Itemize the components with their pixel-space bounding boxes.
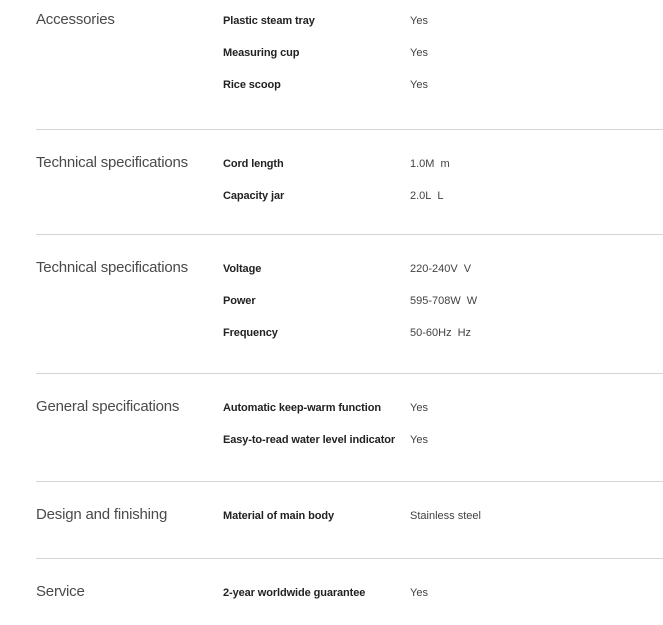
spec-label: Rice scoop: [223, 79, 281, 91]
spec-row: [223, 156, 663, 173]
spec-row: [223, 77, 663, 94]
spec-value: 2.0L: [410, 190, 432, 202]
spec-label: Voltage: [223, 263, 262, 275]
spec-label: 2-year worldwide guarantee: [223, 587, 366, 599]
spec-row: [223, 293, 663, 310]
spec-unit: m: [440, 158, 450, 170]
spec-label: Material of main body: [223, 510, 334, 522]
spec-value: Yes: [410, 434, 428, 446]
spec-section: [36, 129, 663, 234]
spec-unit: W: [466, 295, 478, 307]
section-heading: Design and finishing: [36, 506, 168, 523]
spec-label: Easy-to-read water level indicator: [223, 434, 396, 446]
spec-section: [36, 373, 663, 481]
spec-section: [36, 0, 663, 129]
spec-unit: V: [463, 263, 472, 275]
spec-row: [223, 13, 663, 30]
section-heading: Technical specifications: [36, 259, 188, 276]
spec-label: Power: [223, 295, 256, 307]
spec-label: Automatic keep-warm function: [223, 402, 381, 414]
spec-value: 220-240V: [410, 263, 458, 275]
spec-label: Frequency: [223, 327, 278, 339]
section-rows: [223, 156, 663, 205]
section-rows: [223, 400, 663, 449]
spec-row: [223, 432, 663, 449]
spec-row: [223, 400, 663, 417]
spec-row: [223, 585, 663, 602]
spec-unit: Hz: [457, 327, 472, 339]
spec-value: 1.0M: [410, 158, 435, 170]
spec-value: Stainless steel: [410, 510, 481, 522]
section-heading: General specifications: [36, 398, 180, 415]
spec-label: Plastic steam tray: [223, 15, 315, 27]
spec-value: Yes: [410, 587, 428, 599]
spec-value: 595-708W: [410, 295, 461, 307]
spec-value: 50-60Hz: [410, 327, 452, 339]
section-heading: Accessories: [36, 11, 115, 28]
spec-value: Yes: [410, 79, 428, 91]
spec-section: [36, 558, 663, 608]
spec-row: [223, 261, 663, 278]
section-rows: [223, 261, 663, 342]
spec-value: Yes: [410, 15, 428, 27]
spec-row: [223, 325, 663, 342]
spec-row: [223, 188, 663, 205]
spec-section: [36, 234, 663, 373]
spec-value: Yes: [410, 402, 428, 414]
section-rows: [223, 508, 663, 525]
spec-section: [36, 481, 663, 558]
spec-row: [223, 45, 663, 62]
section-rows: [223, 585, 663, 602]
spec-value: Yes: [410, 47, 428, 59]
spec-label: Capacity jar: [223, 190, 285, 202]
section-rows: [223, 13, 663, 94]
spec-row: [223, 508, 663, 525]
section-heading: Technical specifications: [36, 154, 188, 171]
spec-label: Measuring cup: [223, 47, 300, 59]
spec-label: Cord length: [223, 158, 284, 170]
section-heading: Service: [36, 583, 85, 600]
spec-unit: L: [437, 190, 444, 202]
